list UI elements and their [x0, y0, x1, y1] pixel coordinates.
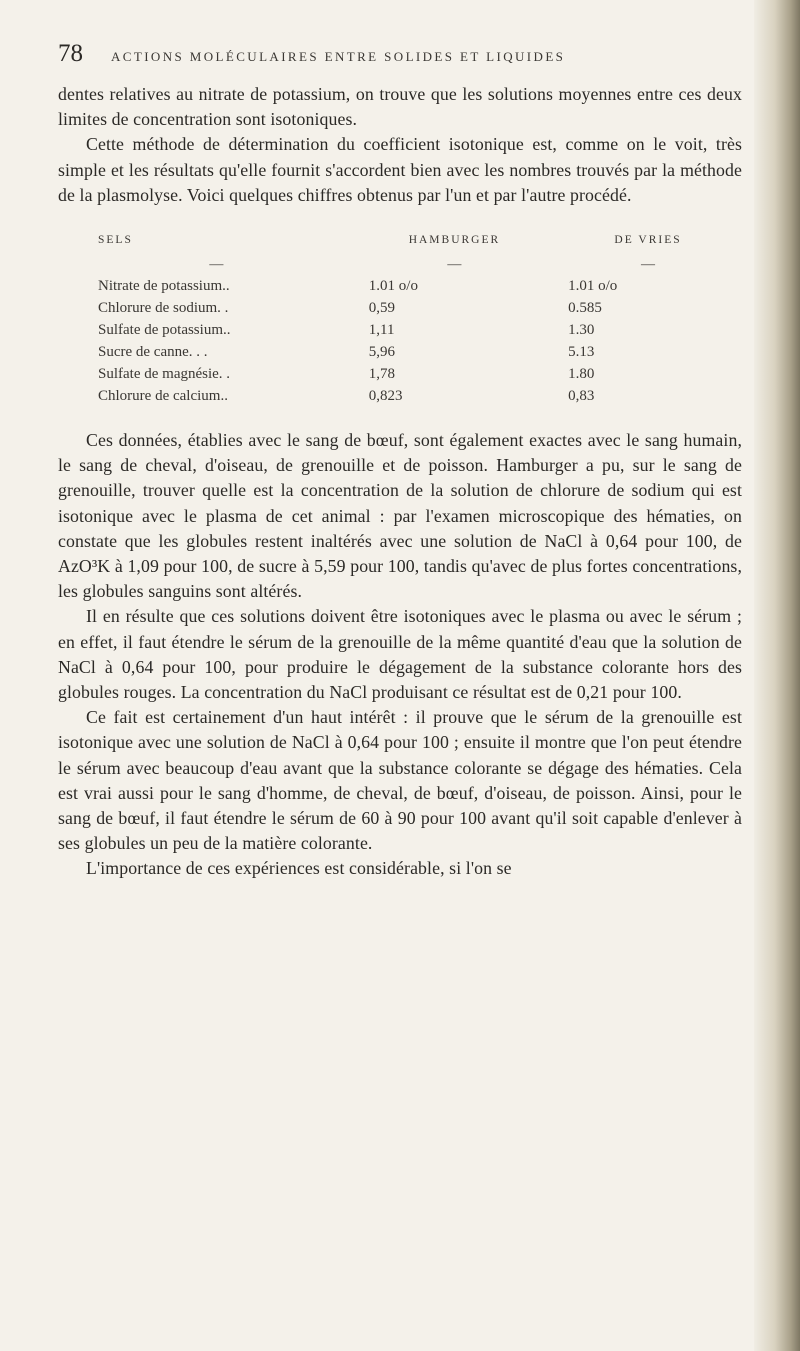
column-dash: — [447, 256, 462, 272]
salt-name: Sucre de canne. . . [98, 344, 208, 361]
column-dash: — [641, 256, 656, 272]
de-vries-value: 0,83 [568, 388, 595, 405]
table-row [78, 342, 742, 364]
hamburger-value: 0,59 [368, 300, 396, 317]
table-row [78, 298, 742, 320]
salt-name: Chlorure de calcium.. [98, 388, 228, 405]
de-vries-value: 0.585 [568, 300, 602, 317]
paragraph-blood-data: Ces données, établies avec le sang de bœuf, sont également exactes avec le sang humain, le sang de cheval, d'oiseau, de grenouille et de poisson. Hamburger a pu, sur le sang de grenouille, trouver quelle est la concentration de la solution de chlorure de sodium qui est isotonique avec le plasma de cet animal : par l'examen microscopique des hématies, on constate que les globules restent inaltérés avec une solution de NaCl à 0,64 pour 100, de AzO³K à 1,09 pour 100, de sucre à 5,59 pour 100, tandis qu'avec de plus fortes concentrations, les globules sanguins sont altérés. [58, 430, 742, 602]
page-header [58, 40, 742, 68]
paragraph-continued: dentes relatives au nitrate de potassium, on trouve que les solutions moyennes entre ces deux limites de concentration sont isotoniques. [58, 84, 742, 130]
salt-name: Sulfate de potassium.. [98, 322, 231, 339]
table-row [78, 386, 742, 408]
paragraph-interest: Ce fait est certainement d'un haut intérêt : il prouve que le sérum de la grenouille est isotonique avec une solution de NaCl à 0,64 pour 100 ; ensuite il montre que l'on peut étendre le sérum avec beaucoup d'eau avant que la substance colorante se dégage des hématies. Cela est vrai aussi pour le sang d'homme, de cheval, de bœuf, d'oiseau, de poisson. Ainsi, pour le sang de bœuf, il faut étendre le sérum de 60 à 90 pour 100 avant qu'il soit capable d'enlever à ses globules un peu de la matière colorante. [58, 707, 742, 854]
isotonic-coefficients-table [78, 234, 742, 408]
hamburger-value: 1.01 o/o [368, 278, 418, 295]
salt-name: Sulfate de magnésie. . [98, 366, 231, 383]
de-vries-value: 1.80 [568, 366, 595, 383]
page-edge-shadow [754, 0, 800, 1351]
hamburger-value: 0,823 [368, 388, 403, 405]
hamburger-value: 1,78 [368, 366, 396, 383]
table-row [78, 276, 742, 298]
page-content [58, 40, 742, 882]
table-row [78, 320, 742, 342]
de-vries-value: 5.13 [568, 344, 595, 361]
de-vries-value: 1.01 o/o [568, 278, 618, 295]
hamburger-value: 1,11 [368, 322, 395, 339]
running-title: ACTIONS MOLÉCULAIRES ENTRE SOLIDES ET LIQUIDES [111, 49, 566, 64]
paragraph-isotonic-serum: Il en résulte que ces solutions doivent être isotoniques avec le plasma ou avec le sérum ; en effet, il faut étendre le sérum de la grenouille de la même quantité d'eau que la solution de NaCl à 0,64 pour 100, pour produire le dégagement de la substance colorante hors des globules rouges. La concentration du NaCl produisant ce résultat est de 0,21 pour 100. [58, 606, 742, 703]
salt-name: Chlorure de sodium. . [98, 300, 229, 317]
column-header-hamburger: HAMBURGER [408, 234, 501, 247]
column-header-de-vries: DE VRIES [614, 234, 682, 247]
paragraph-importance: L'importance de ces expériences est considérable, si l'on se [86, 858, 512, 879]
column-dash: — [209, 256, 224, 272]
column-header-salts: SELS [98, 234, 133, 247]
de-vries-value: 1.30 [568, 322, 595, 339]
page-number: 78 [58, 40, 83, 67]
paragraph-method: Cette méthode de détermination du coefficient isotonique est, comme on le voit, très simple et les résultats qu'elle fournit s'accordent bien avec les nombres trouvés par la méthode de la plasmolyse. Voici quelques chiffres obtenus par l'un et par l'autre procédé. [58, 134, 742, 205]
salt-name: Nitrate de potassium.. [98, 278, 230, 295]
table-row [78, 364, 742, 386]
hamburger-value: 5,96 [368, 344, 396, 361]
